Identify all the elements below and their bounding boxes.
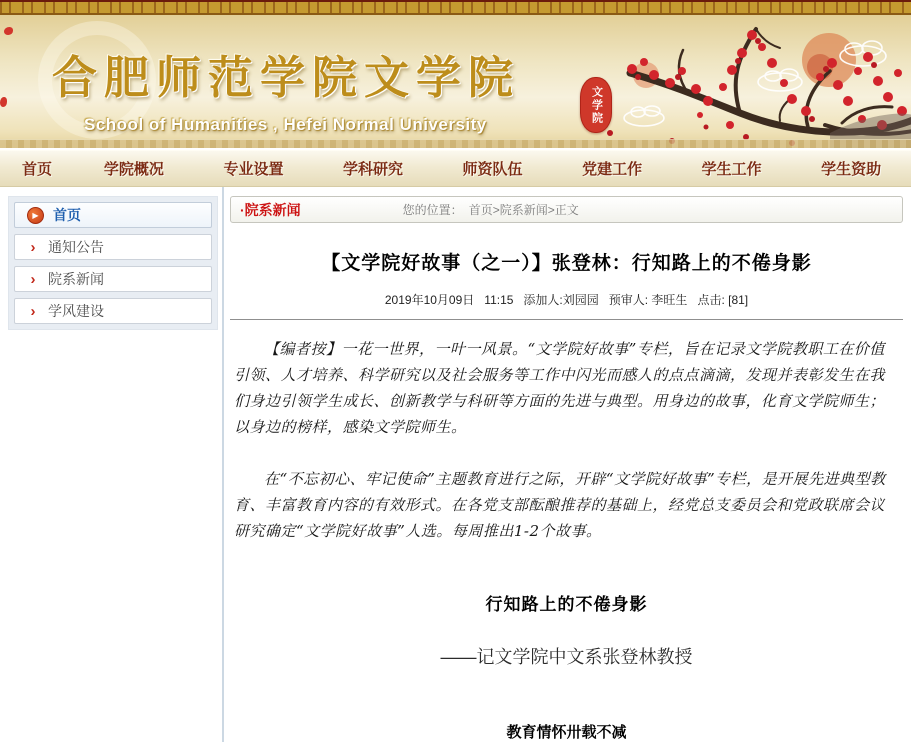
article-date: 2019年10月09日	[384, 293, 475, 307]
sidebar-item-home[interactable]	[14, 202, 212, 228]
article-meta	[230, 291, 903, 308]
site-banner	[0, 15, 911, 148]
sidebar-item-label: 通知公告	[48, 239, 104, 255]
petal-decoration	[4, 27, 13, 35]
nav-item-party[interactable]: 党建工作	[582, 161, 643, 178]
nav-item-faculty[interactable]: 师资队伍	[462, 161, 523, 178]
petal-decoration	[0, 97, 7, 107]
article-sub-heading: 行知路上的不倦身影	[485, 595, 648, 614]
chevron-right-icon: ›	[30, 238, 36, 256]
main-panel	[222, 187, 911, 742]
decorative-meander-border	[0, 0, 911, 15]
sidebar-item-news[interactable]	[14, 266, 212, 292]
nav-item-student-work[interactable]: 学生工作	[701, 161, 762, 178]
sidebar-item-label: 院系新闻	[48, 271, 104, 287]
breadcrumb-path[interactable]: 首页>院系新闻>正文	[468, 203, 579, 217]
sidebar-item-study-style[interactable]	[14, 298, 212, 324]
sidebar	[0, 187, 222, 742]
plum-blossom-art	[580, 15, 911, 148]
article-body	[230, 320, 903, 742]
main-navigation	[0, 150, 911, 187]
article-time: 11:15	[484, 293, 514, 307]
article-clicks: 点击: [81]	[697, 293, 749, 307]
nav-item-overview[interactable]: 学院概况	[103, 161, 164, 178]
sidebar-item-label: 学风建设	[48, 303, 104, 319]
article-sub-title: ——记文学院中文系张登林教授	[440, 647, 693, 667]
sidebar-item-label: 首页	[53, 207, 81, 223]
article-paragraph: 在“不忘初心、牢记使命”主题教育进行之际，开辟“文学院好故事”专栏，是开展先进典型教育、丰富教育内容的有效形式。在各党支部酝酿推荐的基础上，经党总支委员会和党政联席会议研究确定“文学院好故事”人选。每周推出1-2个故事。	[234, 470, 886, 540]
chevron-right-icon: ›	[30, 270, 36, 288]
article-paragraph: 【编者按】一花一世界，一叶一风景。“文学院好故事”专栏，旨在记录文学院教职工在价值引领、人才培养、科学研究以及社会服务等工作中闪光而感人的点点滴滴，发现并表彰发生在我们身边引领学生成长、创新教学与科研等方面的先进与典型。用身边的故事，化育文学院师生；以身边的榜样，感染文学院师生。	[234, 340, 886, 436]
breadcrumb-location-label: 您的位置：	[402, 203, 463, 217]
banner-bottom-pattern	[0, 139, 911, 148]
play-circle-icon: ▶	[27, 207, 44, 224]
nav-item-student-aid[interactable]: 学生资助	[821, 161, 882, 178]
nav-item-research[interactable]: 学科研究	[342, 161, 403, 178]
site-title-calligraphy: 合肥师范学院文学院	[52, 52, 521, 103]
content-area	[0, 187, 911, 742]
breadcrumb	[230, 196, 903, 223]
nav-item-home[interactable]: 首页	[22, 161, 53, 178]
nav-item-majors[interactable]: 专业设置	[223, 161, 284, 178]
breadcrumb-section-title: ·院系新闻	[240, 201, 301, 218]
sidebar-item-notices[interactable]	[14, 234, 212, 260]
article-section-heading: 教育情怀卅载不减	[506, 724, 627, 741]
chevron-right-icon: ›	[30, 302, 36, 320]
seal-text: 文学院	[590, 85, 603, 125]
article-added-by: 添加人:刘园园	[523, 293, 599, 307]
article-reviewer: 预审人: 李旺生	[608, 293, 688, 307]
article-title: 【文学院好故事（之一）】张登林：行知路上的不倦身影	[321, 253, 812, 274]
sidebar-menu	[8, 196, 218, 330]
site-title-english: School of Humanities , Hefei Normal University	[84, 115, 487, 134]
